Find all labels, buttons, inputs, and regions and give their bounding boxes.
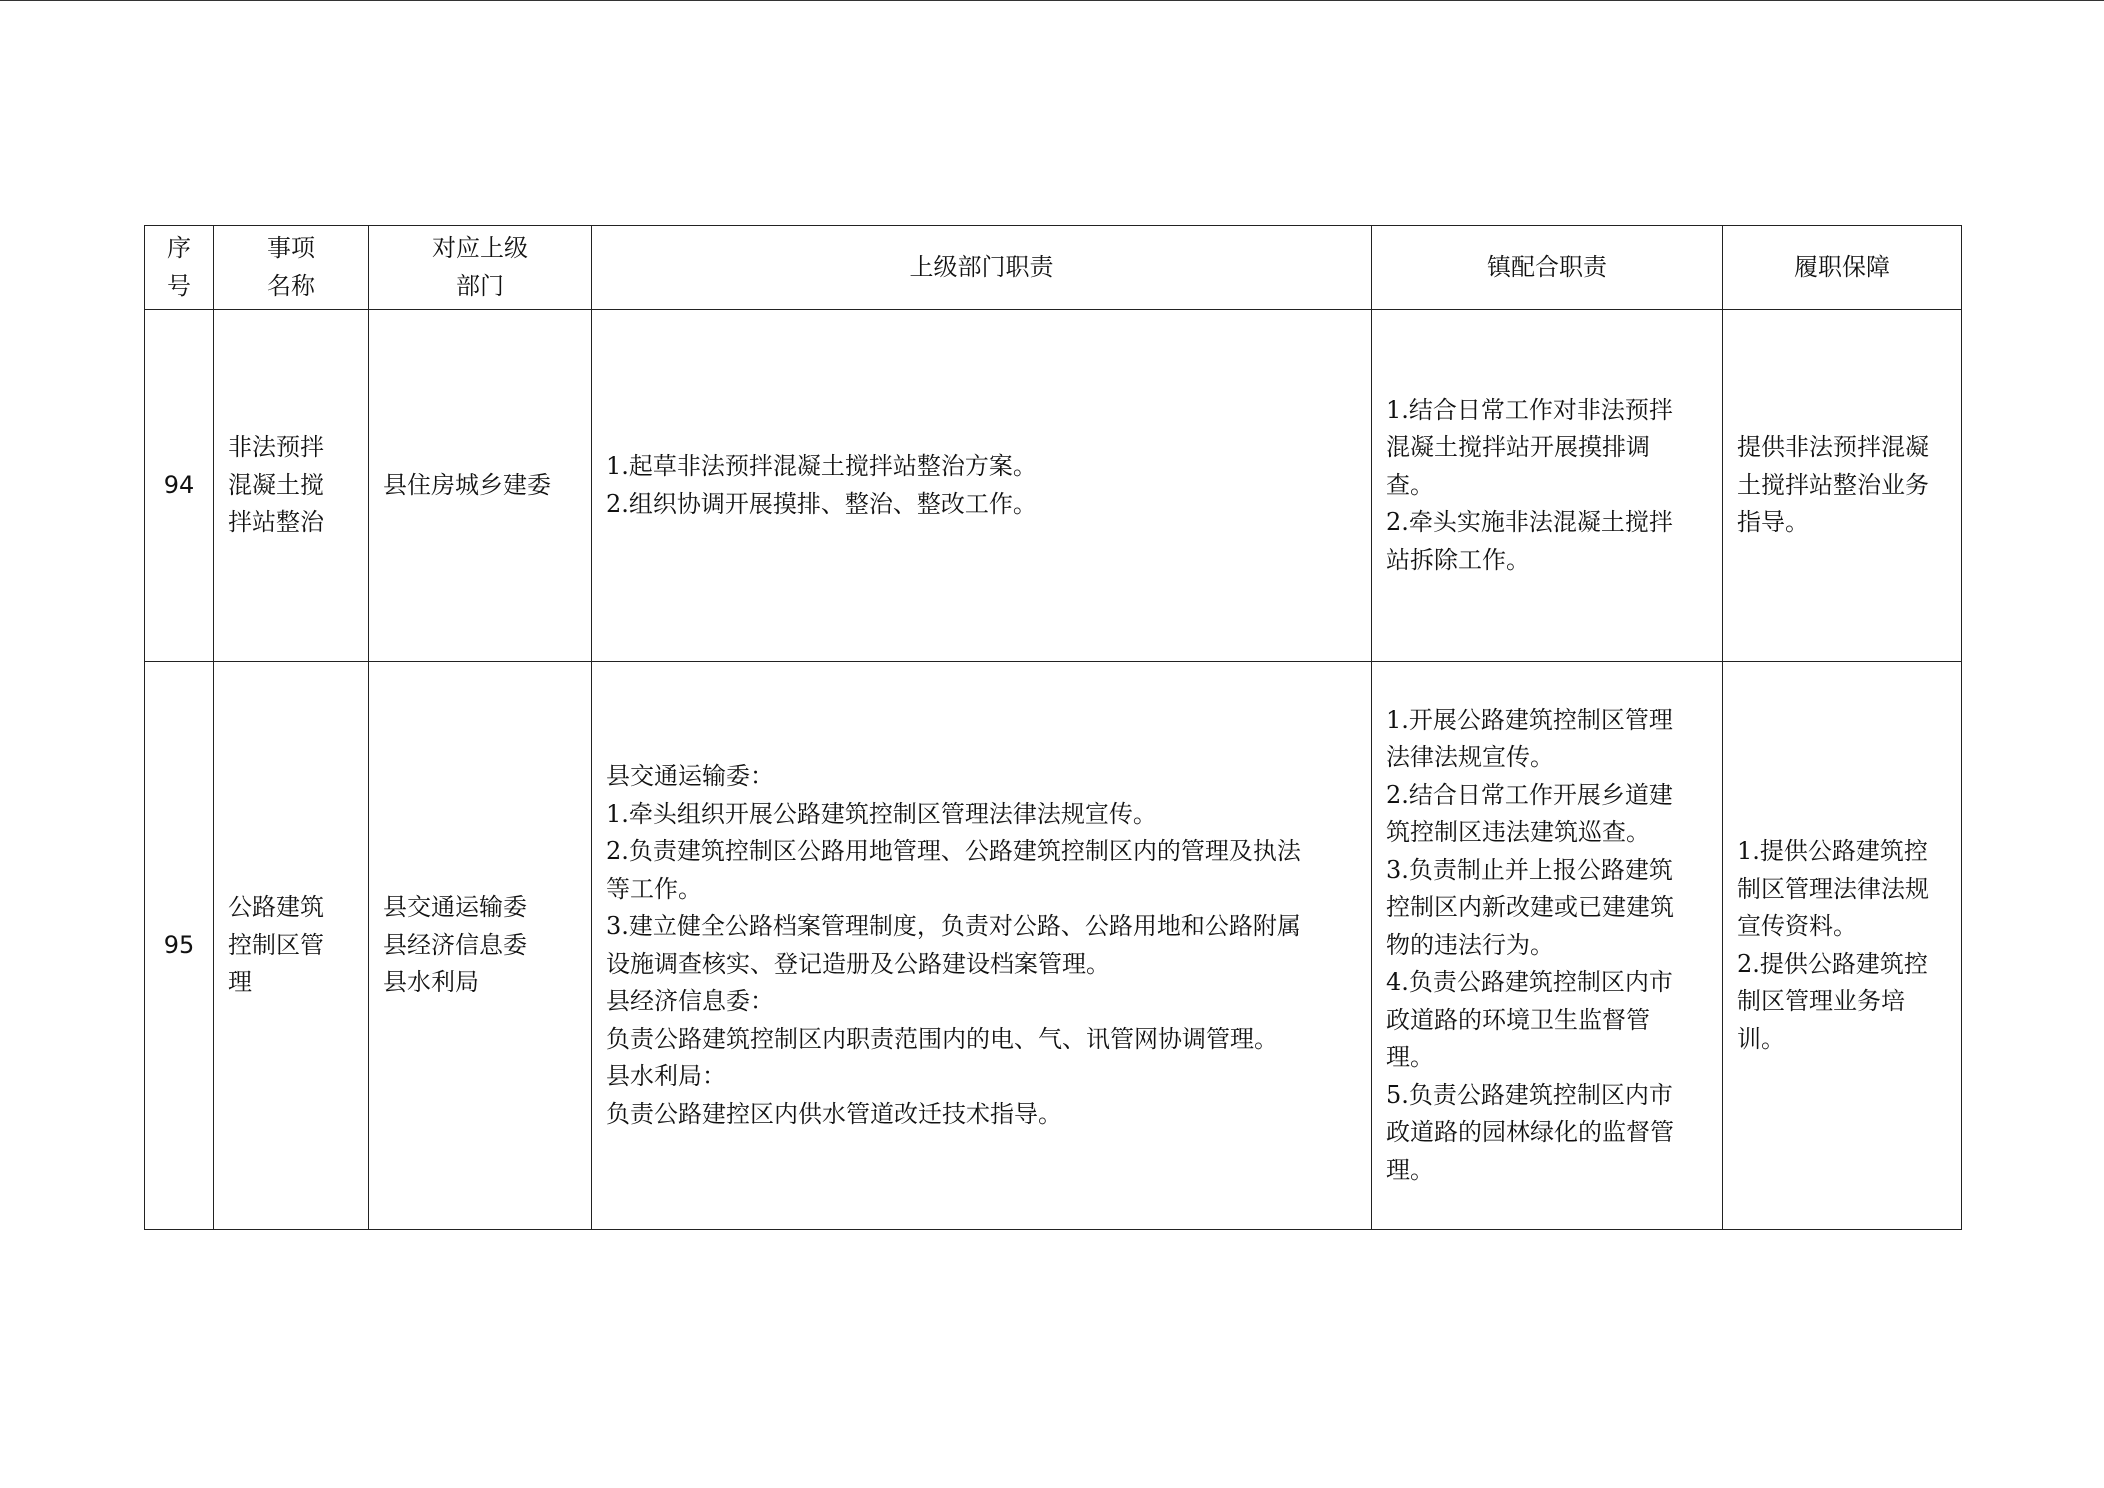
header-seq: 序 号 bbox=[145, 226, 214, 310]
row-town-duty: 1.开展公路建筑控制区管理 法律法规宣传。 2.结合日常工作开展乡道建 筑控制区违法建筑巡查。 3.负责制止并上报公路建筑 控制区内新改建或已建建筑 物的违法行为。 4.负责公路建筑控制区内市 政道路的环境卫生监督管 理。 5.负责公路建筑控制区内市 政道路的园林绿化的监督管 理。 bbox=[1372, 662, 1723, 1230]
row-guarantee: 1.提供公路建筑控 制区管理法律法规 宣传资料。 2.提供公路建筑控 制区管理业务培 训。 bbox=[1723, 662, 1962, 1230]
row-upper-duty: 县交通运输委： 1.牵头组织开展公路建筑控制区管理法律法规宣传。 2.负责建筑控制区公路用地管理、公路建筑控制区内的管理及执法 等工作。 3.建立健全公路档案管理制度，负责对公路、公路用地和公路附属 设施调查核实、登记造册及公路建设档案管理。 县经济信息委： 负责公路建筑控制区内职责范围内的电、气、讯管网协调管理。 县水利局： 负责公路建控区内供水管道改迁技术指导。 bbox=[592, 662, 1372, 1230]
row-department: 县交通运输委 县经济信息委 县水利局 bbox=[369, 662, 592, 1230]
header-upper-department: 对应上级 部门 bbox=[369, 226, 592, 310]
row-department: 县住房城乡建委 bbox=[369, 310, 592, 662]
page-top-border bbox=[0, 0, 2104, 1]
row-seq: 94 bbox=[163, 470, 195, 499]
row-guarantee: 提供非法预拌混凝 土搅拌站整治业务 指导。 bbox=[1723, 310, 1962, 662]
row-seq: 95 bbox=[163, 930, 195, 959]
header-town-duty: 镇配合职责 bbox=[1372, 226, 1723, 310]
table-row bbox=[145, 310, 1962, 662]
table-row bbox=[145, 662, 1962, 1230]
row-seq-cell bbox=[145, 662, 214, 1230]
row-item-name: 非法预拌 混凝土搅 拌站整治 bbox=[214, 310, 369, 662]
table-header-row bbox=[145, 226, 1962, 310]
header-guarantee: 履职保障 bbox=[1723, 226, 1962, 310]
row-town-duty: 1.结合日常工作对非法预拌 混凝土搅拌站开展摸排调 查。 2.牵头实施非法混凝土搅拌 站拆除工作。 bbox=[1372, 310, 1723, 662]
header-item-name: 事项 名称 bbox=[214, 226, 369, 310]
row-seq-cell bbox=[145, 310, 214, 662]
row-item-name: 公路建筑 控制区管 理 bbox=[214, 662, 369, 1230]
header-upper-duty: 上级部门职责 bbox=[592, 226, 1372, 310]
row-upper-duty: 1.起草非法预拌混凝土搅拌站整治方案。 2.组织协调开展摸排、整治、整改工作。 bbox=[592, 310, 1372, 662]
duty-table bbox=[144, 225, 1962, 1230]
